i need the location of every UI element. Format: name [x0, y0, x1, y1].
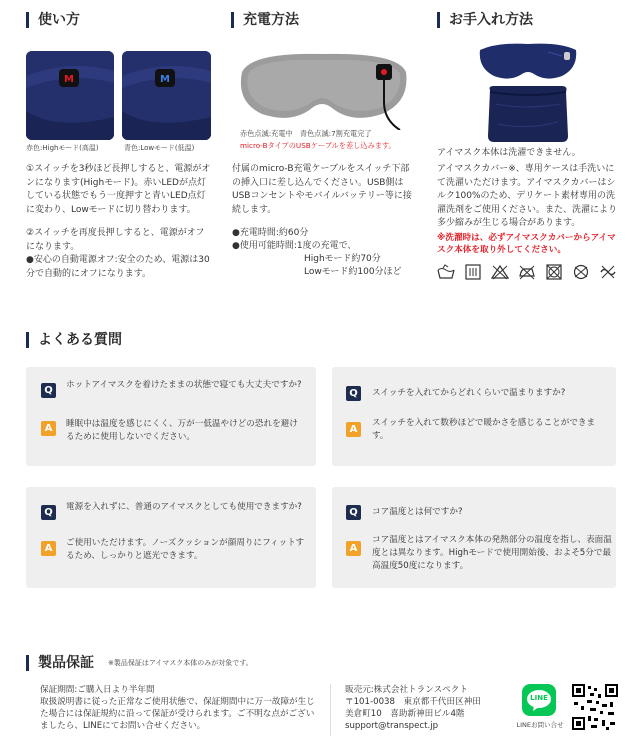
- warranty-text: 取扱説明書に従った正常なご使用状態で、保証期間中に万一故障が生じた場合には保証規約に沿って保証が受けられます。ご不明な点がございましたら、LINEにてお問い合せください。: [40, 697, 315, 731]
- care-pouch-image: [486, 84, 570, 144]
- usage-step-2: ②スイッチを再度長押しすると、電源がオフになります。: [26, 228, 205, 252]
- care-section-title: お手入れ方法: [437, 12, 533, 28]
- faq-card-1: [26, 367, 316, 466]
- usage-section-title: 使い方: [26, 12, 80, 28]
- no-ironing-icon: [518, 264, 536, 280]
- line-logo-icon[interactable]: [522, 684, 556, 716]
- usage-mask-high-image: [26, 51, 114, 140]
- use-time-label: ●使用可能時間:1度の充電で、: [232, 241, 357, 251]
- usage-mask-low-image: [122, 51, 211, 140]
- support-email[interactable]: support@transpect.jp: [345, 721, 439, 731]
- seller-address-line-1: 〒101-0038 東京都千代田区神田: [345, 697, 481, 707]
- usage-step-1: ①スイッチを3秒ほど長押しすると、電源がオンになります(Highモード)。赤いLEDが点灯している状態でもう一度押すと青いLED点灯に変わり、Lowモードに切り替わります。: [26, 164, 211, 215]
- charge-led-caption: 赤色点滅:充電中 青色点滅:7割充電完了: [240, 129, 372, 138]
- warranty-period: 保証期間:ご購入日より半年間: [40, 685, 155, 695]
- faq-answer: 睡眠中は温度を感じにくく、万が一低温やけどの恐れを避けるために使用しないでください。: [66, 419, 298, 442]
- question-badge: Q: [41, 383, 56, 398]
- answer-badge: A: [346, 422, 361, 437]
- seller-label: 販売元:株式会社トランスペクト: [345, 685, 468, 695]
- faq-section-title: よくある質問: [26, 332, 122, 348]
- question-badge: Q: [346, 505, 361, 520]
- charge-description: 付属のmicro-B充電ケーブルをスイッチ下部の挿入口に差し込んでください。USB側はUSBコンセントやモバイルバッテリー等に接続します。: [232, 164, 412, 215]
- question-badge: Q: [41, 505, 56, 520]
- faq-answer: ご使用いただけます。ノーズクッションが顔周りにフィットするため、しっかりと遮光できます。: [66, 538, 305, 561]
- charge-mask-image: [232, 42, 414, 130]
- care-paragraph-2: アイマスクカバー※、専用ケースは手洗いにて洗濯いただけます。アイマスクカバーはシルク100%のため、デリケート素材専用の洗濯洗剤をご使用ください。また、洗濯により多少縮みが生じる場合があります。: [437, 164, 618, 228]
- care-paragraph-1: アイマスク本体は洗濯できません。: [437, 148, 581, 158]
- charge-cable-caption: micro-BタイプのUSBケーブルを差し込みます。: [240, 141, 396, 150]
- question-badge: Q: [346, 386, 361, 401]
- warranty-note: ※製品保証はアイマスク本体のみが対象です。: [108, 659, 253, 667]
- care-mask-image: [478, 40, 578, 82]
- usage-step-3: ●安心の自動電源オフ:安全のため、電源は30分で自動的にオフになります。: [26, 255, 210, 279]
- answer-badge: A: [41, 541, 56, 556]
- faq-question: ホットアイマスクを着けたままの状態で寝ても大丈夫ですか?: [66, 380, 302, 390]
- faq-question: スイッチを入れてからどれくらいで温まりますか?: [372, 388, 566, 398]
- faq-card-2: [332, 367, 616, 466]
- no-wring-icon: [599, 264, 617, 280]
- line-logo-text: LINE: [530, 694, 548, 702]
- svg-text:M: M: [160, 74, 170, 85]
- no-tumble-dry-icon: [464, 264, 482, 280]
- seller-address-line-2: 美倉町10 喜助新神田ビル4階: [345, 709, 465, 719]
- answer-badge: A: [41, 421, 56, 436]
- no-bleach-icon: [491, 264, 509, 280]
- no-dry-clean-icon: [545, 264, 563, 280]
- line-contact-caption: LINEお問い合せ: [516, 721, 564, 729]
- faq-question: コア温度とは何ですか?: [372, 507, 463, 517]
- no-machine-wash-icon: [572, 264, 590, 280]
- charge-time: ●充電時間:約60分: [232, 228, 309, 238]
- answer-badge: A: [346, 541, 361, 556]
- warranty-section-title: 製品保証: [26, 655, 94, 671]
- faq-card-3: [26, 487, 316, 588]
- line-qr-code[interactable]: [572, 684, 618, 730]
- use-time-high: Highモード約70分: [304, 254, 381, 264]
- faq-question: 電源を入れずに、普通のアイマスクとしても使用できますか?: [66, 502, 302, 512]
- footer-divider: [330, 684, 331, 736]
- charge-section-title: 充電方法: [231, 12, 299, 28]
- care-warning: ※洗濯時は、必ずアイマスクカバーからアイマスク本体を取り外してください。: [437, 233, 616, 255]
- use-time-low: Lowモード約100分ほど: [304, 267, 402, 277]
- caption-high-mode: 赤色:Highモード(高温): [26, 144, 99, 152]
- care-icons-row: [437, 264, 617, 284]
- faq-answer: スイッチを入れて数秒ほどで暖かさを感じることができます。: [372, 418, 596, 441]
- faq-card-4: [332, 487, 616, 588]
- svg-text:M: M: [64, 74, 74, 85]
- caption-low-mode: 青色:Lowモード(低温): [124, 144, 195, 152]
- hand-wash-icon: [437, 264, 455, 280]
- faq-answer: コア温度とはアイマスク本体の発熱部分の温度を指し、表面温度とは異なります。Highモードで使用開始後、およそ5分で最高温度50度になります。: [372, 535, 612, 571]
